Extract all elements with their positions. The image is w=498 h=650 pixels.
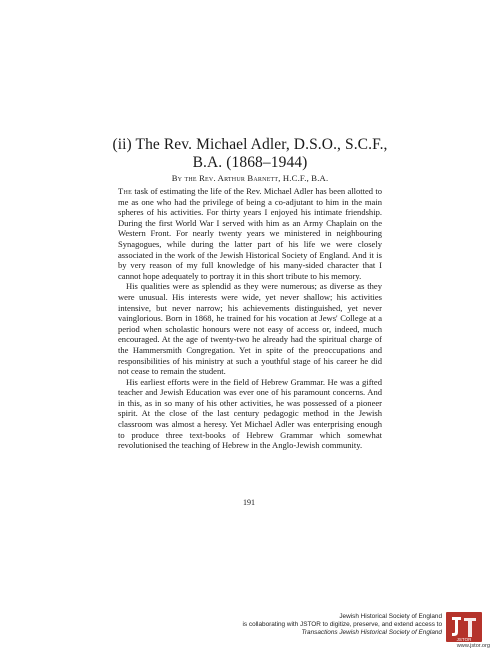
jstor-url-link[interactable]: www.jstor.org	[456, 643, 490, 649]
article-body	[118, 186, 382, 451]
byline-suffix: , H.C.F., B.A.	[278, 173, 329, 183]
article-title	[100, 136, 400, 172]
footer-line-3: Transactions Jewish Historical Society of England	[301, 629, 442, 636]
footer-line-1: Jewish Historical Society of England	[339, 613, 442, 620]
paragraph-1-lead: The	[118, 186, 133, 196]
jstor-logo-text: JSTOR	[456, 637, 472, 642]
jstor-footer	[142, 613, 442, 637]
paragraph-3: His earliest efforts were in the field of Hebrew Grammar. He was a gifted teacher and Jewish Education was ever one of his paramount concerns. And in this, as in so many of his other activities, he was possessed of a pioneer spirit. At the close of the last century pedagogic method in the Jewish classroom was almost a heresy. Yet Michael Adler was enterprising enough to produce three text-books of Hebrew Grammar which somewhat revolutionised the teaching of Hebrew in the Anglo-Jewish community.	[118, 376, 382, 451]
page-number: 191	[243, 498, 255, 507]
title-line-2: B.A. (1868–1944)	[192, 154, 308, 171]
title-line-1: (ii) The Rev. Michael Adler, D.S.O., S.C.F.,	[112, 136, 388, 153]
paragraph-1	[118, 186, 382, 281]
byline	[100, 173, 400, 184]
byline-prefix: By the	[171, 173, 200, 183]
byline-author: Rev. Arthur Barnett	[199, 173, 279, 183]
jstor-logo-icon[interactable]	[446, 612, 482, 642]
paragraph-1-text: task of estimating the life of the Rev. Michael Adler has been allotted to me as one who had the privilege of being a co-adjutant to him in the main spheres of his activities. For thirty years I enjoyed his intimate friendship. During the first World War I served with him as an Army Chaplain on the Western Front. For nearly twenty years we ministered in neighbouring Synagogues, while during the latter part of his life we were closely associated in the work of the Jewish Historical Society of England. And it is by very reason of my full knowledge of his many-sided character that I cannot hope adequately to portray it in this short tribute to his memory.	[118, 186, 382, 281]
paragraph-2: His qualities were as splendid as they were numerous; as diverse as they were unusual. His interests were wide, yet never shallow; his activities intensive, but never narrow; his achievements distinguished, yet never vainglorious. Born in 1868, he trained for his vocation at Jews' College at a period when scholastic honours were not easy of access or, indeed, much encouraged. At the age of twenty-two he already had the spiritual charge of the Hammersmith Congregation. Yet in spite of the preoccupations and responsibilities of his ministry at such a youthful stage of his career he did not cease to remain the student.	[118, 281, 382, 377]
footer-line-2: is collaborating with JSTOR to digitize, preserve, and extend access to	[242, 621, 442, 628]
